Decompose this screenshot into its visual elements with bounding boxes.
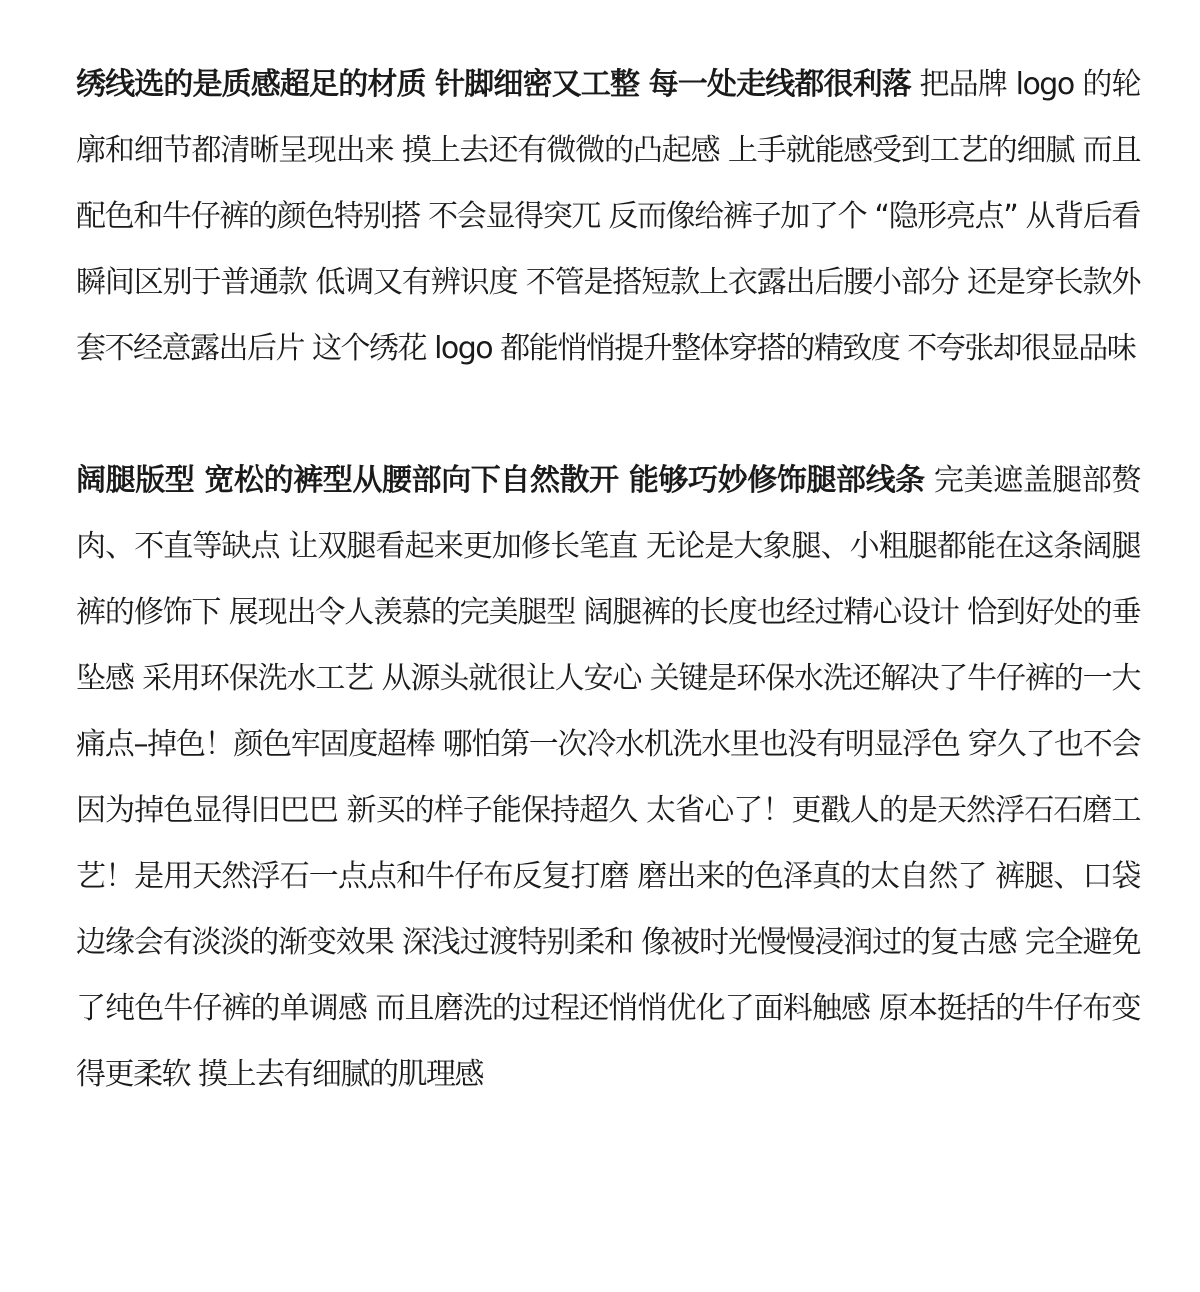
paragraph-lead-embroidery: 绣线选的是质感超足的材质 针脚细密又工整 每一处走线都很利落 [76, 67, 911, 102]
paragraph-body-wide-leg: 完美遮盖腿部赘肉、不直等缺点 让双腿看起来更加修长笔直 无论是大象腿、小粗腿都能在这条阔腿裤的修饰下 展现出令人羡慕的完美腿型 阔腿裤的长度也经过精心设计 恰到好处的垂坠感 采用环保洗水工艺 从源头就很让人安心 关键是环保水洗还解决了牛仔裤的一大痛点–掉色！颜色牢固度超棒 哪怕第一次冷水机洗水里也没有明显浮色 穿久了也不会因为掉色显得旧巴巴 新买的样子能保持超久 太省心了！更戳人的是天然浮石石磨工艺！是用天然浮石一点点和牛仔布反复打磨 磨出来的色泽真的太自然了 裤腿、口袋边缘会有淡淡的渐变效果 深浅过渡特别柔和 像被时光慢慢浸润过的复古感 完全避免了纯色牛仔裤的单调感 而且磨洗的过程还悄悄优化了面料触感 原本挺括的牛仔布变得更柔软 摸上去有细腻的肌理感 [76, 463, 1140, 1092]
paragraph-body-embroidery: 把品牌 logo 的轮廓和细节都清晰呈现出来 摸上去还有微微的凸起感 上手就能感受到工艺的细腻 而且配色和牛仔裤的颜色特别搭 不会显得突兀 反而像给裤子加了个 “隐形亮点” 从背后看瞬间区别于普通款 低调又有辨识度 不管是搭短款上衣露出后腰小部分 还是穿长款外套不经意露出后片 这个绣花 logo 都能悄悄提升整体穿搭的精致度 不夸张却很显品味 [76, 67, 1140, 366]
paragraph-wide-leg [76, 448, 1140, 1108]
paragraph-embroidery [76, 52, 1140, 382]
paragraph-lead-wide-leg: 阔腿版型 宽松的裤型从腰部向下自然散开 能够巧妙修饰腿部线条 [76, 463, 925, 498]
product-description-article [76, 52, 1140, 1108]
